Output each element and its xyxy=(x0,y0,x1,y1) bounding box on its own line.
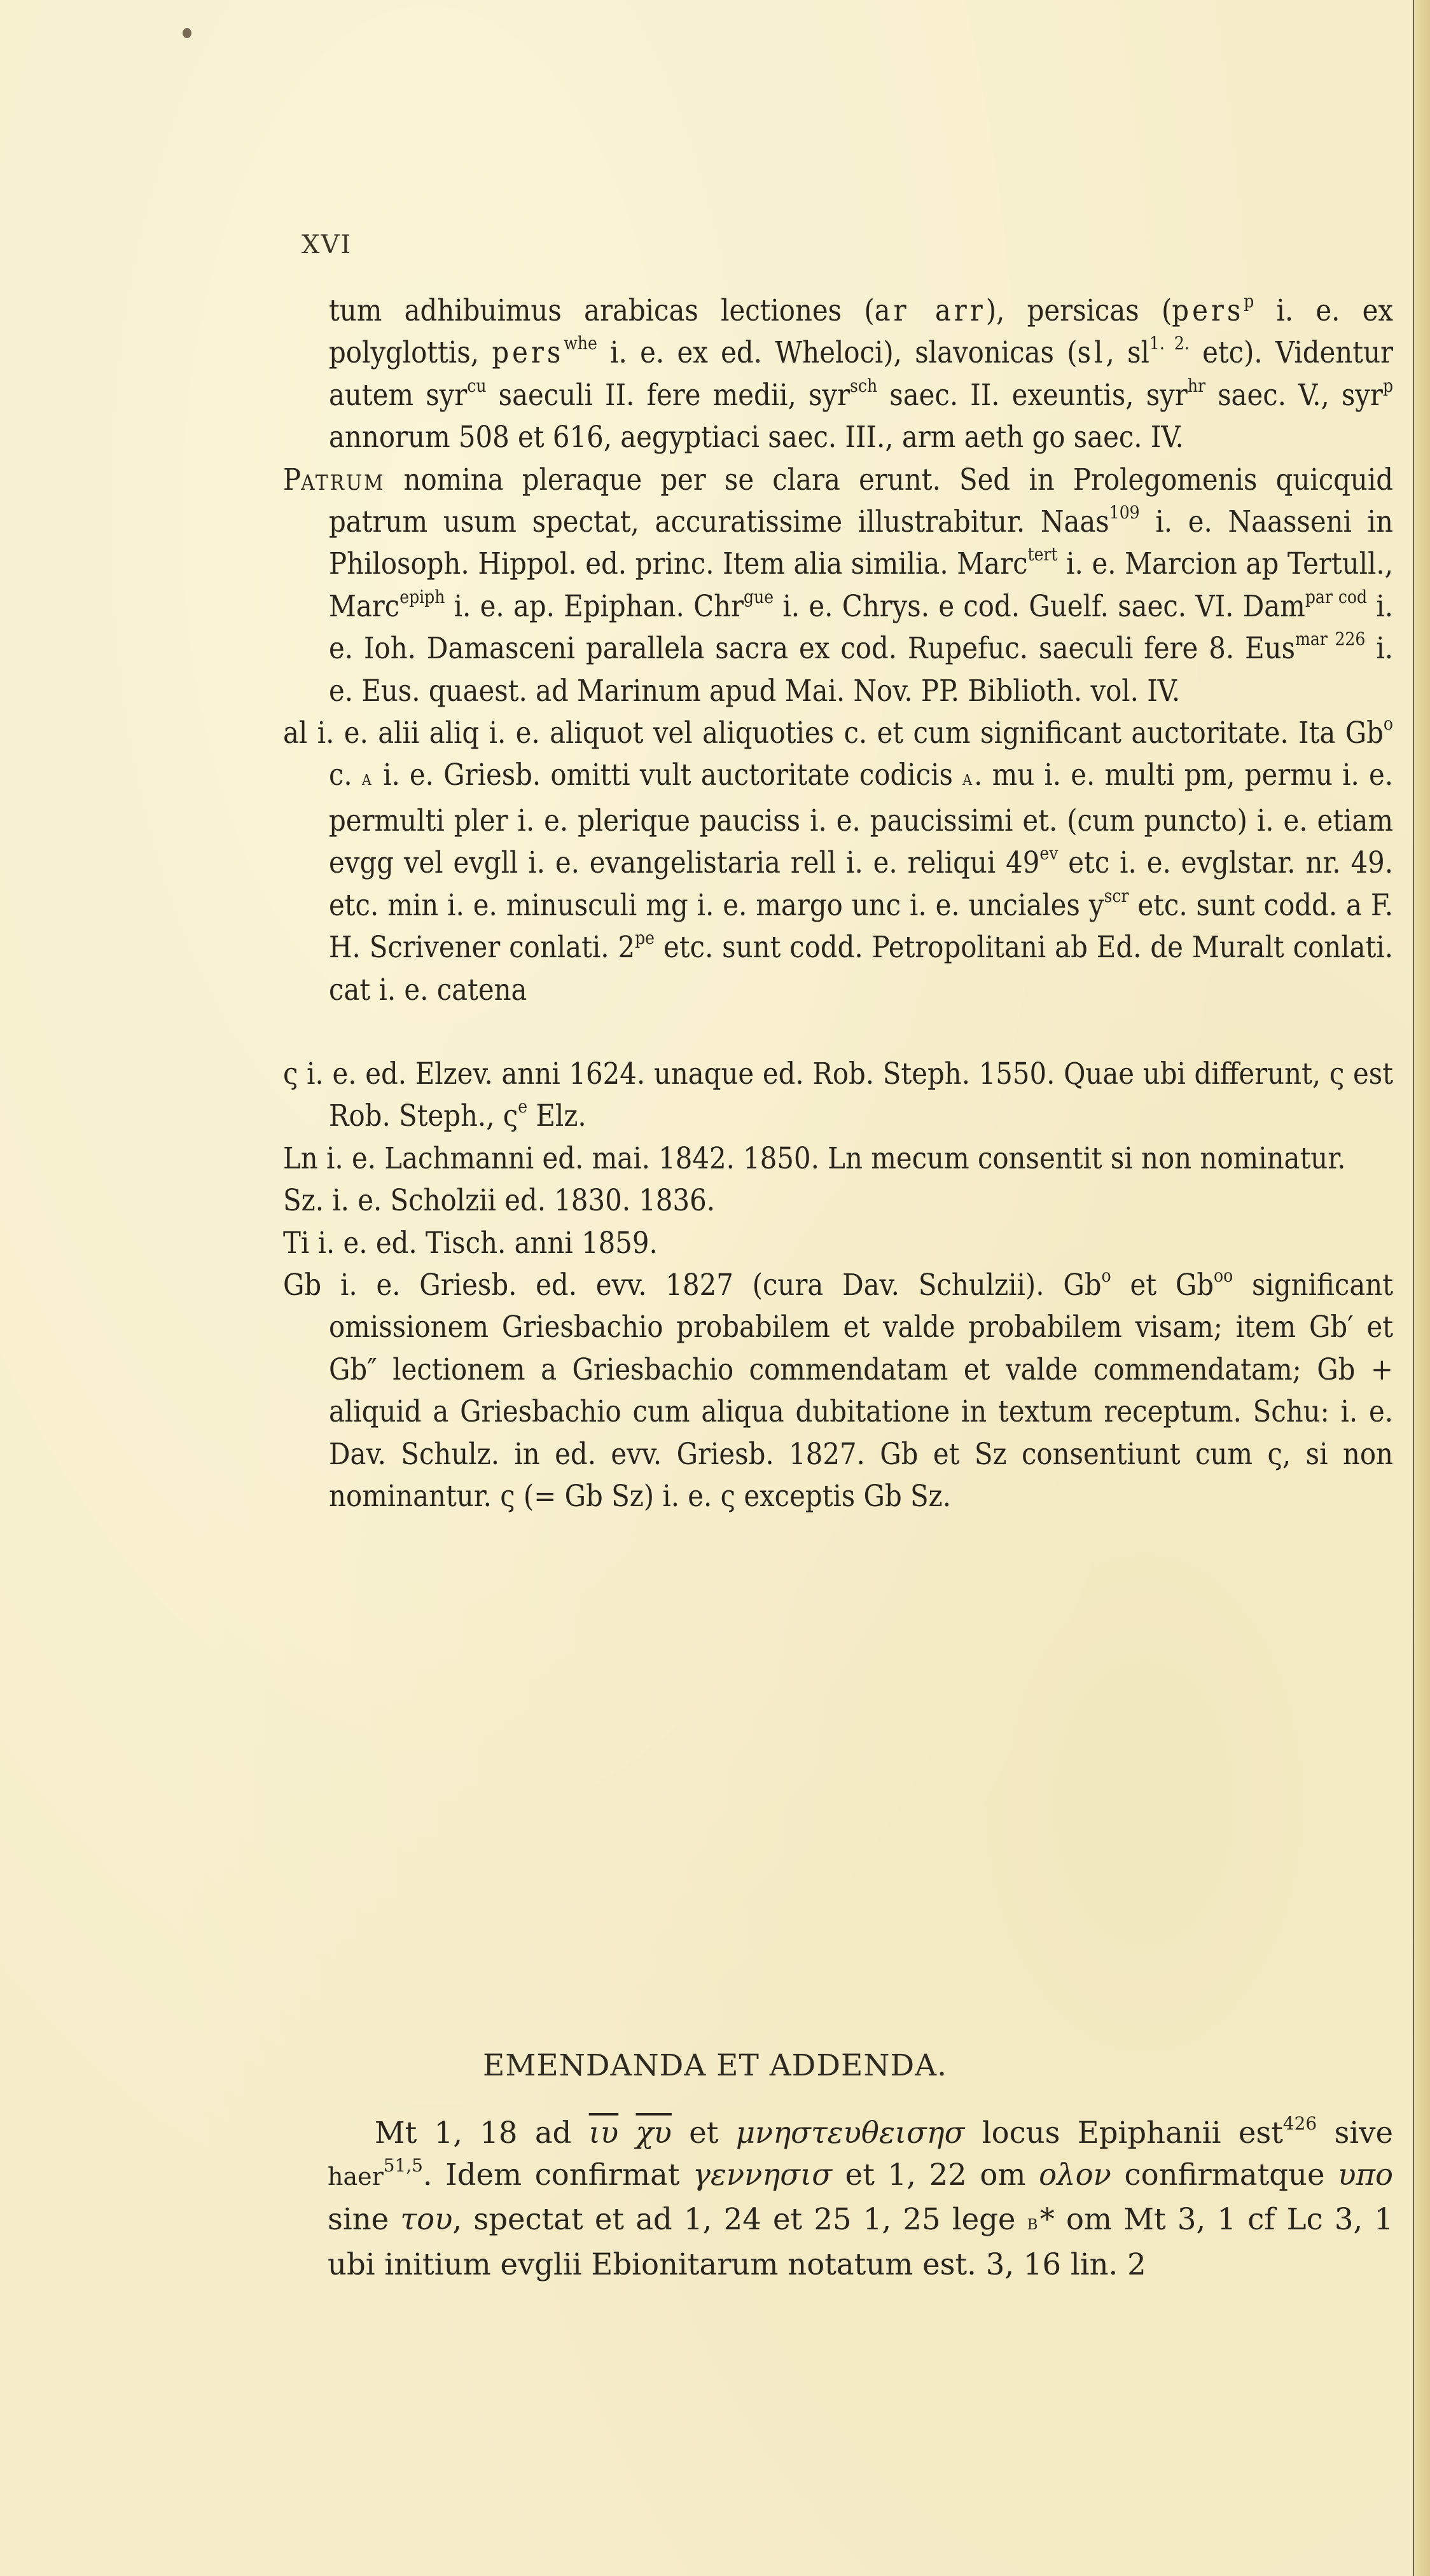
sl-sigla: sl xyxy=(1077,335,1106,370)
emendanda-paragraph: Mt 1, 18 ad $\overline{\iota\upsilon}$ $\overline{\chi\upsilon}$ et μνηστευθεισησ locus Epiphanii est$^{426}$ sive haer$^{51,5}$. Idem confirmat γεννησισ et 1, 22 om ολον confirmatque υπο sine του, spectat et ad 1, 24 et 25 1, 25 lege b* om Mt 3, 1 cf Lc 3, 1 ubi initium evglii Ebionitarum notatum est. 3, 16 lin. 2 xyxy=(328,2113,1394,2282)
greek-word: ολον xyxy=(1039,2157,1111,2192)
codex-a-siglum: a xyxy=(962,766,975,791)
abbreviations-entry: al i. e. alii aliq i. e. aliquot vel aliquoties c. et cum significant auctoritate. Ita Gb$^o$ c. a i. e. Griesb. omitti vult auctoritate codicis a. mu i. e. multi pm, permu i. e. permulti pler i. e. plerique pauciss i. e. paucissimi et. (cum puncto) i. e. etiam evgg vel evgll i. e. evangelistaria rell i. e. reliqui $49^{ev}$ etc i. e. evglstar. nr. 49. etc. min i. e. minusculi mg i. e. margo unc i. e. unciales $y^{scr}$ etc. sunt codd. a F. H. Scrivener conlati. $2^{pe}$ etc. sunt codd. Petropolitani ab Ed. de Muralt conlati. cat i. e. catena xyxy=(283,713,1394,1007)
greek-word: του xyxy=(400,2201,453,2236)
edition-entry-elzevir: ς i. e. ed. Elzev. anni 1624. unaque ed. Rob. Steph. 1550. Quae ubi differunt, ς est Rob. Steph., $\varsigma^e$ Elz. xyxy=(283,1056,1393,1133)
page-edge xyxy=(1413,0,1430,2576)
page-number: XVI xyxy=(302,230,352,260)
patrum-lead: Patrum xyxy=(283,462,385,497)
spacer xyxy=(283,1011,1393,1053)
greek-abbrev: $\overline{\chi\upsilon}$ xyxy=(635,2116,672,2150)
ar-sigla: ar arr xyxy=(874,293,986,328)
emendanda-body xyxy=(328,2112,1393,2286)
edition-entry-scholz: Sz. i. e. Scholzii ed. 1830. 1836. xyxy=(283,1183,715,1218)
sigla-glossary xyxy=(283,289,1393,1517)
edition-siglum: ς xyxy=(283,1056,298,1091)
greek-word: μνηστευθεισησ xyxy=(735,2116,965,2150)
edition-entry-tischendorf: Ti i. e. ed. Tisch. anni 1859. xyxy=(283,1225,658,1260)
paper-speck xyxy=(183,28,191,38)
pers-sigla: pers xyxy=(1172,293,1244,328)
edition-siglum: Ti xyxy=(283,1225,310,1260)
greek-word: υπο xyxy=(1338,2157,1394,2192)
section-heading: EMENDANDA ET ADDENDA. xyxy=(482,2048,948,2083)
edition-entry-griesbach: Gb i. e. Griesb. ed. evv. 1827 (cura Dav. Schulzii). Gb$^o$ et $Gb^{oo}$ significant omissionem Griesbachio probabilem et valde probabilem visam; item Gb′ et Gb″ lectionem a Griesbachio commendatam et valde commendatam; Gb + aliquid a Griesbachio cum aliqua dubitatione in textum receptum. Schu: i. e. Dav. Schulz. in ed. evv. Griesb. 1827. Gb et Sz consentiunt cum ς, si non nominantur. ς (= Gb Sz) i. e. ς exceptis Gb Sz. xyxy=(283,1265,1394,1513)
greek-word: γεννησισ xyxy=(693,2157,833,2192)
codex-b-siglum: b xyxy=(1027,2210,1040,2234)
edition-siglum: Sz. xyxy=(283,1183,324,1218)
codex-a-siglum: a xyxy=(361,766,373,791)
intro-paragraph: tum adhibuimus arabicas lectiones (ar arr), persicas (pers$^p$ i. e. ex polyglottis, pers$^{whe}$ i. e. ex ed. Wheloci), slavonicas (sl, $sl^{1. 2.}$ etc). Videntur autem syr$^{cu}$ saeculi II. fere medii, syr$^{sch}$ saec. II. exeuntis, syr$^{hr}$ saec. V., syr$^p$ annorum 508 et 616, aegyptiaci saec. III., arm aeth go saec. IV. xyxy=(329,291,1394,455)
patrum-entry: Patrum nomina pleraque per se clara erunt. Sed in Prolegomenis quicquid patrum usum spectat, accuratissime illustrabitur. Naas$^{109}$ i. e. Naasseni in Philosoph. Hippol. ed. princ. Item alia similia. Marc$^{tert}$ i. e. Marcion ap Tertull., Marc$^{epiph}$ i. e. ap. Epiphan. Chr$^{gue}$ i. e. Chrys. e cod. Guelf. saec. VI. Dam$^{par cod}$ i. e. Ioh. Damasceni parallela sacra ex cod. Rupefuc. saeculi fere 8. Eus$^{mar 226}$ i. e. Eus. quaest. ad Marinum apud Mai. Nov. PP. Biblioth. vol. IV. xyxy=(283,462,1393,708)
edition-entry-lachmann: Ln i. e. Lachmanni ed. mai. 1842. 1850. Ln mecum consentit si non nominatur. xyxy=(283,1140,1346,1175)
edition-siglum: Ln xyxy=(283,1140,318,1175)
greek-abbrev: $\overline{\iota\upsilon}$ xyxy=(588,2116,619,2150)
